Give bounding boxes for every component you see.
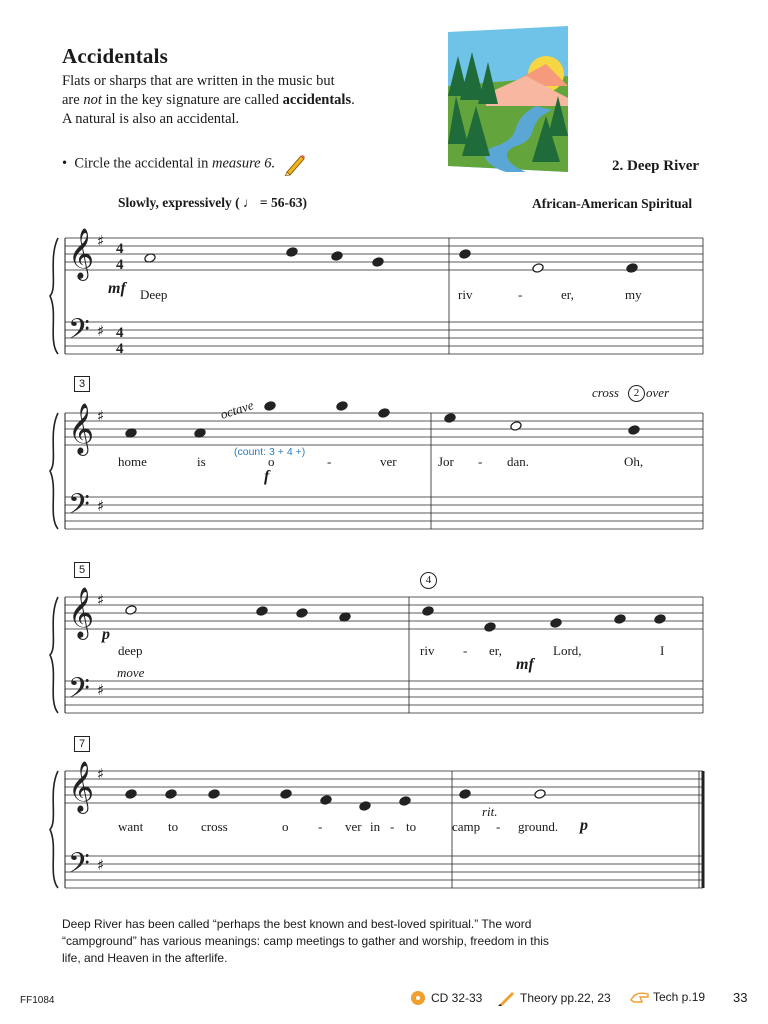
- note-head: [286, 247, 298, 258]
- lyric-ver2: ver: [345, 819, 362, 834]
- lyric-hyphen5: -: [318, 819, 323, 834]
- dynamic-p: p: [102, 626, 110, 643]
- brace: [50, 413, 58, 529]
- bass-clef: 𝄢: [68, 672, 90, 712]
- time-signature: 4: [116, 257, 124, 273]
- finger-circle-4: 4: [420, 572, 437, 589]
- note-head: [654, 614, 666, 625]
- note-head: [165, 789, 177, 800]
- lyric-hyphen2: -: [327, 454, 332, 469]
- brace: [50, 597, 58, 713]
- footer-theory: Theory pp.22, 23: [498, 990, 611, 1006]
- note-head: [444, 413, 456, 424]
- footer-cd: CD 32-33: [410, 990, 482, 1006]
- note-head: [336, 401, 348, 412]
- note-head: [532, 263, 544, 274]
- cd-icon: [410, 990, 426, 1006]
- note-head: [534, 789, 546, 800]
- bass-clef: 𝄢: [68, 313, 90, 353]
- note-head: [331, 251, 343, 262]
- bass-clef: 𝄢: [68, 488, 90, 528]
- key-signature-sharp: ♯: [97, 765, 105, 783]
- time-signature: 4: [116, 325, 124, 341]
- note-head: [459, 789, 471, 800]
- time-signature: 4: [116, 241, 124, 257]
- note-head: [208, 789, 220, 800]
- over-marking: over: [646, 385, 670, 400]
- note-head: [296, 608, 308, 619]
- lyric-home: home: [118, 454, 147, 469]
- tempo-marking: Slowly, expressively ( ♩ = 56-63): [118, 195, 307, 210]
- lyric-camp: camp: [452, 819, 481, 834]
- lyric-hyphen6: -: [390, 819, 395, 834]
- count-annotation: (count: 3 + 4 +): [234, 446, 306, 458]
- note-head: [614, 614, 626, 625]
- intro-paragraph: Flats or sharps that are written in the music but are not in the key signature are called accidentals. A natural is also an accidental.: [62, 73, 355, 127]
- note-head: [626, 263, 638, 274]
- note-head: [125, 789, 137, 800]
- lyric-my: my: [625, 287, 642, 302]
- lyric-deep2: deep: [118, 643, 143, 658]
- lyric-i: I: [660, 643, 665, 658]
- octave-marking: octave: [218, 397, 256, 422]
- rit-marking: rit.: [482, 804, 498, 819]
- note-head: [372, 257, 384, 268]
- brace: [50, 771, 58, 888]
- lyric-in: in: [370, 819, 381, 834]
- lyric-riv: riv: [458, 287, 473, 302]
- treble-clef: 𝄞: [68, 587, 95, 638]
- finger-circle-2: 2: [628, 385, 645, 402]
- treble-clef: 𝄞: [68, 761, 95, 812]
- lyric-er2: er,: [489, 643, 502, 658]
- key-signature-sharp: ♯: [97, 497, 105, 515]
- lyric-dan: dan.: [507, 454, 530, 469]
- pencil-icon-small: [498, 990, 516, 1006]
- page-heading: Accidentals: [62, 44, 169, 68]
- lyric-ground: ground.: [518, 819, 559, 834]
- lyric-hyphen7: -: [496, 819, 501, 834]
- measure-number-5: 5: [74, 562, 90, 578]
- key-signature-sharp: ♯: [97, 407, 105, 425]
- note-head: [256, 606, 268, 617]
- key-signature-sharp: ♯: [97, 681, 105, 699]
- note-head: [628, 425, 640, 436]
- note-head: [359, 801, 371, 812]
- lyric-er: er,: [561, 287, 574, 302]
- bass-clef: 𝄢: [68, 847, 90, 887]
- lyric-hyphen: -: [518, 287, 523, 302]
- lyric-hyphen3: -: [478, 454, 483, 469]
- lyric-hyphen4: -: [463, 643, 468, 658]
- footer-tech: Tech p.19: [630, 990, 705, 1004]
- measure-number-7: 7: [74, 736, 90, 752]
- dynamic-mf-2: mf: [516, 656, 534, 673]
- lyric-o: o: [268, 454, 275, 469]
- dynamic-mf: mf: [108, 280, 126, 297]
- lyric-to2: to: [406, 819, 417, 834]
- dynamic-f: f: [264, 468, 270, 485]
- lyric-is: is: [197, 454, 206, 469]
- key-signature-sharp: ♯: [97, 232, 105, 250]
- lyric-jor: Jor: [438, 454, 454, 469]
- dynamic-p-2: p: [580, 817, 588, 834]
- footer-code: FF1084: [20, 995, 55, 1006]
- note-head: [399, 796, 411, 807]
- lyric-want: want: [118, 819, 144, 834]
- page-number: 33: [733, 990, 748, 1005]
- note-head: [484, 622, 496, 633]
- lyric-deep: Deep: [140, 287, 168, 302]
- time-signature: 4: [116, 341, 124, 357]
- lyric-to: to: [168, 819, 179, 834]
- note-head: [459, 249, 471, 260]
- piece-title: 2. Deep River: [612, 158, 700, 174]
- lyric-o2: o: [282, 819, 289, 834]
- cross-marking: cross: [592, 385, 619, 400]
- treble-clef: 𝄞: [68, 403, 95, 454]
- note-head: [550, 618, 562, 629]
- note-head: [510, 421, 522, 432]
- measure-number-3: 3: [74, 376, 90, 392]
- lyric-ver: ver: [380, 454, 397, 469]
- lyric-cross: cross: [201, 819, 228, 834]
- brace: [50, 238, 58, 354]
- lyric-riv2: riv: [420, 643, 435, 658]
- note-head: [264, 401, 276, 412]
- key-signature-sharp: ♯: [97, 322, 105, 340]
- note-head: [280, 789, 292, 800]
- lyric-lord: Lord,: [553, 643, 582, 658]
- key-signature-sharp: ♯: [97, 591, 105, 609]
- move-marking: move: [117, 665, 145, 680]
- footnote: Deep River has been called “perhaps the best known and best-loved spiritual.” The word “campground” has various meanings: camp meetings to gather and worship, freedom in this life, and Heaven in the afterlife.: [62, 917, 549, 965]
- note-head: [125, 605, 137, 616]
- note-head: [422, 606, 434, 617]
- lyric-oh: Oh,: [624, 454, 644, 469]
- note-head: [378, 408, 390, 419]
- instruction-bullet: • Circle the accidental in measure 6.: [62, 152, 305, 176]
- key-signature-sharp: ♯: [97, 856, 105, 874]
- treble-clef: 𝄞: [68, 228, 95, 279]
- note-head: [320, 795, 332, 806]
- hand-icon: [630, 990, 650, 1004]
- composer-credit: African-American Spiritual: [532, 196, 693, 211]
